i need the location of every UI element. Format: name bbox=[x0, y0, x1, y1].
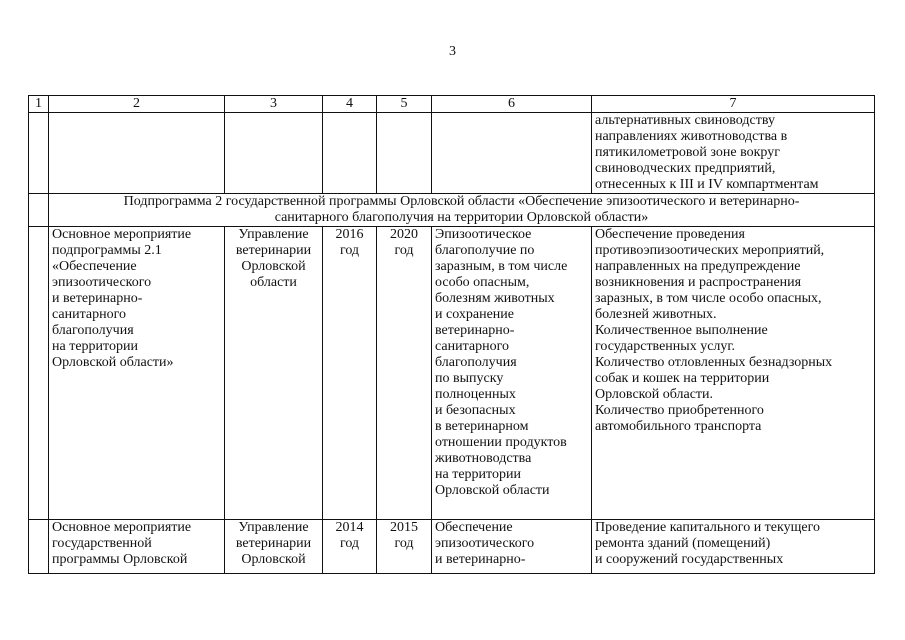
responsible-executor: Управление ветеринарии Орловской области bbox=[225, 227, 323, 520]
table-cell bbox=[29, 113, 49, 194]
column-number-3: 3 bbox=[225, 96, 323, 113]
table-cell bbox=[432, 113, 592, 194]
continued-result-text: альтернативных свиноводству направлениях животноводства в пятикилометровой зоне вокруг свиноводческих предприятий, отнесенных к III и IV компартментам bbox=[592, 113, 875, 194]
subprogram-row bbox=[29, 194, 875, 227]
page-number: 3 bbox=[449, 44, 456, 59]
activity-name: Основное мероприятие подпрограммы 2.1 «Обеспечение эпизоотического и ветеринарно- санитарного благополучия на территории Орловской области» bbox=[49, 227, 225, 520]
end-year: 2020 год bbox=[377, 227, 432, 520]
table-cell bbox=[49, 113, 225, 194]
program-table bbox=[28, 95, 875, 574]
expected-result: Обеспечение эпизоотического и ветеринарно- bbox=[432, 520, 592, 574]
table-cell bbox=[225, 113, 323, 194]
start-year: 2014 год bbox=[323, 520, 377, 574]
table-cell bbox=[29, 520, 49, 574]
table-row bbox=[29, 227, 875, 520]
indicators: Обеспечение проведения противоэпизоотических мероприятий, направленных на предупреждение возникновения и распространения заразных, в том числе особо опасных, болезней животных. Количественное выполнение государственных услуг. Количество отловленных безнадзорных собак и кошек на территории Орловской области. Количество приобретенного автомобильного транспорта bbox=[592, 227, 875, 520]
column-number-5: 5 bbox=[377, 96, 432, 113]
column-number-1: 1 bbox=[29, 96, 49, 113]
column-number-4: 4 bbox=[323, 96, 377, 113]
start-year: 2016 год bbox=[323, 227, 377, 520]
column-number-2: 2 bbox=[49, 96, 225, 113]
table-cell bbox=[323, 113, 377, 194]
end-year: 2015 год bbox=[377, 520, 432, 574]
continued-row bbox=[29, 113, 875, 194]
column-number-row bbox=[29, 96, 875, 113]
table-cell bbox=[29, 227, 49, 520]
table-cell bbox=[377, 113, 432, 194]
table-cell bbox=[29, 194, 49, 227]
subprogram-title: Подпрограмма 2 государственной программы Орловской области «Обеспечение эпизоотического и ветеринарно- санитарного благополучия на территории Орловской области» bbox=[49, 194, 875, 227]
column-number-7: 7 bbox=[592, 96, 875, 113]
column-number-6: 6 bbox=[432, 96, 592, 113]
table-row bbox=[29, 520, 875, 574]
indicators: Проведение капитального и текущего ремонта зданий (помещений) и сооружений государственных bbox=[592, 520, 875, 574]
activity-name: Основное мероприятие государственной программы Орловской bbox=[49, 520, 225, 574]
responsible-executor: Управление ветеринарии Орловской bbox=[225, 520, 323, 574]
expected-result: Эпизоотическое благополучие по заразным, в том числе особо опасным, болезням животных и сохранение ветеринарно- санитарного благополучия по выпуску полноценных и безопасных в ветеринарном отношении продуктов животноводства на территории Орловской области bbox=[432, 227, 592, 520]
